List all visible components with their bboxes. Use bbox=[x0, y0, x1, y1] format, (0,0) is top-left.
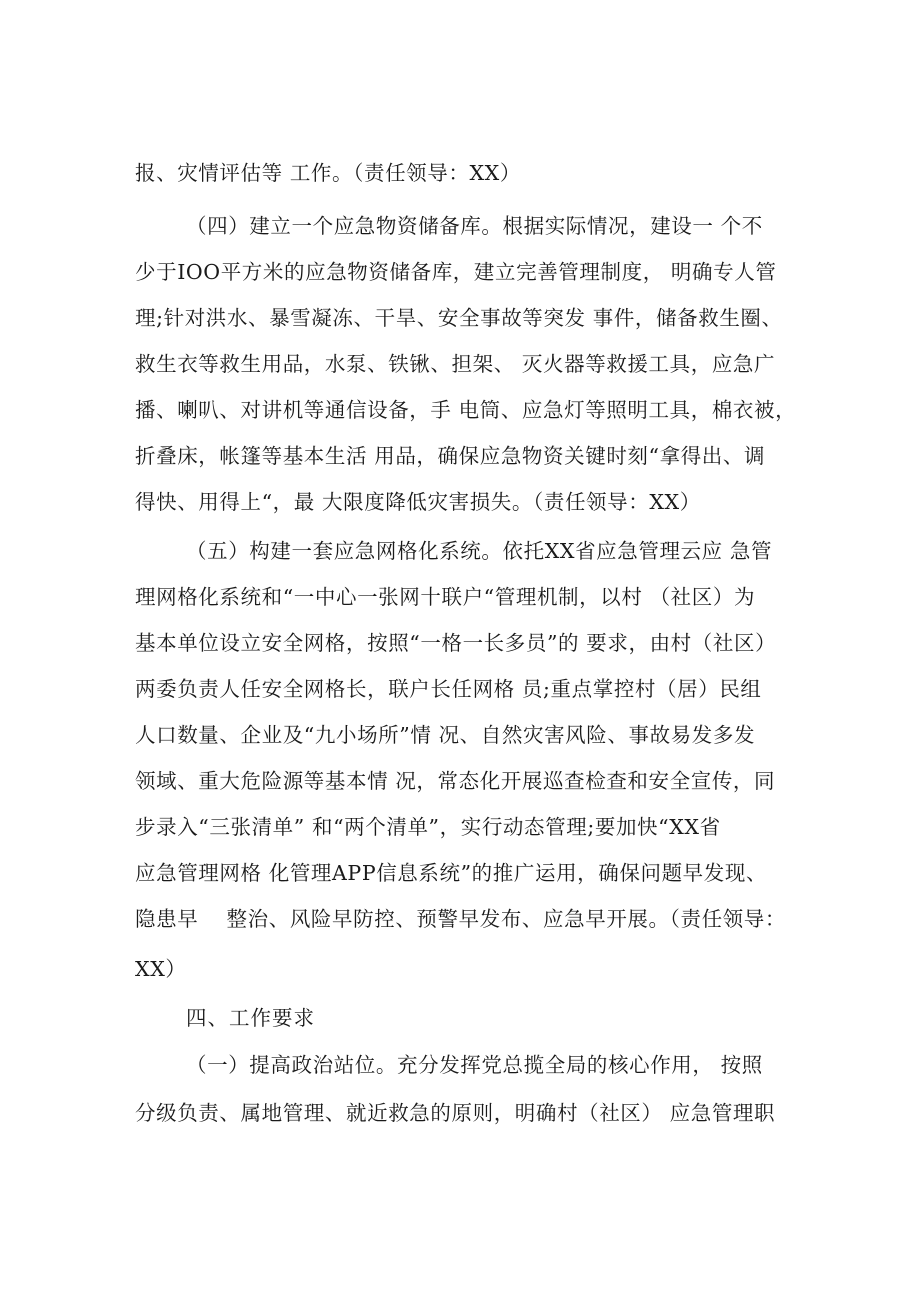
text-line: 折叠床，帐篷等基本生活 用品，确保应急物资关键时刻“拿得出、调 bbox=[135, 444, 766, 468]
text-line: 领域、重大危险源等基本情 况，常态化开展巡查检查和安全宣传，同 bbox=[135, 769, 776, 793]
text-line: （五）构建一套应急网格化系统。依托XX省应急管理云应 急管 bbox=[186, 539, 773, 563]
text-line: 分级负责、属地管理、就近救急的原则，明确村（社区） 应急管理职 bbox=[135, 1101, 776, 1125]
text-line: 救生衣等救生用品，水泵、铁锹、担架、 灭火器等救援工具，应急广 bbox=[135, 352, 776, 376]
text-line: 理网格化系统和“一中心一张网十联户“管理机制，以村 （社区）为 bbox=[135, 585, 756, 609]
text-line: 人口数量、企业及“九小场所”情 况、自然灾害风险、事故易发多发 bbox=[135, 723, 756, 747]
text-line: 基本单位设立安全网格，按照“一格一长多员”的 要求，由村（社区） bbox=[135, 631, 777, 655]
text-line: XX） bbox=[135, 957, 187, 981]
text-line: （四）建立一个应急物资储备库。根据实际情况，建设一 个不 bbox=[186, 214, 763, 238]
section-heading: 四、工作要求 bbox=[186, 1006, 315, 1030]
text-line: 隐患早 整治、风险早防控、预警早发布、应急早开展。（责任领导： bbox=[135, 907, 786, 931]
text-line: 得快、用得上“，最 大限度降低灾害损失。（责任领导：XX） bbox=[135, 490, 701, 514]
text-line: （一）提高政治站位。充分发挥党总揽全局的核心作用， 按照 bbox=[186, 1053, 763, 1077]
text-line: 应急管理网格 化管理APP信息系统”的推广运用，确保问题早发现、 bbox=[135, 861, 768, 885]
text-line: 报、灾情评估等 工作。（责任领导：XX） bbox=[135, 161, 521, 185]
text-line: 两委负责人任安全网格长，联户长任网格 员;重点掌控村（居）民组 bbox=[135, 677, 762, 701]
text-line: 少于IOO平方米的应急物资储备库，建立完善管理制度， 明确专人管 bbox=[135, 260, 777, 284]
text-line: 步录入“三张清单” 和“两个清单”，实行动态管理;要加快“XX省 bbox=[135, 815, 721, 839]
text-line: 理;针对洪水、暴雪凝冻、干旱、安全事故等突发 事件，储备救生圈、 bbox=[135, 306, 783, 330]
text-line: 播、喇叭、对讲机等通信设备，手 电筒、应急灯等照明工具，棉衣被， bbox=[135, 398, 797, 422]
